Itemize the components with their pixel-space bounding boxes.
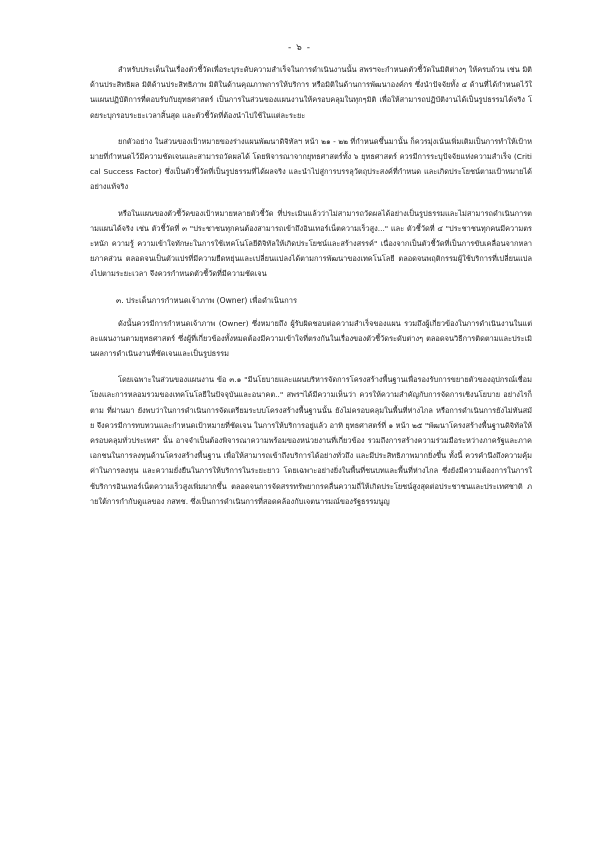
paragraph-owner: ดังนั้นควรมีการกำหนดเจ้าภาพ (Owner) ซึ่งหมายถึง ผู้รับผิดชอบต่อความสำเร็จของแผน รวมถึงผู้เกี่ยวข้องในการดำเนินงานในแต่ละแผนงานตามยุทธศาสตร์ ซึ่งผู้ที่เกี่ยวข้องทั้งหมดต้องมีความเข้าใจที่ตรงกันในเรื่องของตัวชี้วัดระดับต่างๆ ตลอดจนวิธีการติดตามและประเมินผลการดำเนินงานที่ชัดเจนและเป็นรูปธรรม — [90, 318, 532, 359]
paragraph-infrastructure: โดยเฉพาะในส่วนของแผนงาน ข้อ ๓.๑ "มีนโยบายและแผนบริหารจัดการโครงสร้างพื้นฐานเพื่อรองรับการขยายตัวของอุปกรณ์เชื่อมโยงและการหลอมรวมของเทคโนโลยีในปัจจุบันและอนาคต.." สพรฯได้มีความเห็นว่า ควรให้ความสำคัญกับการจัดการเชิงนโยบาย อย่างไรก็ตาม ที่ผ่านมา ยังพบว่าในการดำเนินการจัดเตรียมระบบโครงสร้างพื้นฐานนั้น ยังไม่ครอบคลุมในพื้นที่ห่างไกล หรือการดำเนินการยังไม่ทันสมัย จึงควรมีการทบทวนและกำหนดเป้าหมายที่ชัดเจน ในการให้บริการอยู่แล้ว อาทิ ยุทธศาสตร์ที่ ๑ หน้า ๒๕ "พัฒนาโครงสร้างพื้นฐานดิจิทัลให้ครอบคลุมทั่วประเทศ" นั้น อาจจำเป็นต้องพิจารณาความพร้อมของหน่วยงานที่เกี่ยวข้อง รวมถึงการสร้างความร่วมมือระหว่างภาครัฐและภาคเอกชนในการลงทุนด้านโครงสร้างพื้นฐาน เพื่อให้สามารถเข้าถึงบริการได้อย่างทั่วถึง และมีประสิทธิภาพมากยิ่งขึ้น ทั้งนี้ ควรคำนึงถึงความคุ้มค่าในการลงทุน และความยั่งยืนในการให้บริการในระยะยาว โดยเฉพาะอย่างยิ่งในพื้นที่ชนบทและพื้นที่ห่างไกล ซึ่งยังมีความต้องการในการใช้บริการอินเทอร์เน็ตความเร็วสูงเพิ่มมากขึ้น ตลอดจนการจัดสรรทรัพยากรคลื่นความถี่ให้เกิดประโยชน์สูงสุดต่อประชาชนและประเทศชาติ ภายใต้การกำกับดูแลของ กสทช. ซึ่งเป็นการดำเนินการที่สอดคล้องกับเจตนารมณ์ของรัฐธรรมนูญ — [90, 375, 532, 506]
paragraph-example-targets: ยกตัวอย่าง ในส่วนของเป้าหมายของร่างแผนพัฒนาดิจิทัลฯ หน้า ๒๑ - ๒๒ ที่กำหนดขึ้นมานั้น ก็ควรมุ่งเน้นเพิ่มเติมเป็นการทำให้เป้าหมายที่กำหนดไว้มีความชัดเจนและสามารถวัดผลได้ โดยพิจารณาจากยุทธศาสตร์ทั้ง ๖ ยุทธศาสตร์ ควรมีการระบุปัจจัยแห่งความสำเร็จ (Critical Success Factor) ซึ่งเป็นตัวชี้วัดที่เป็นรูปธรรมที่ได้ผลจริง และนำไปสู่การบรรลุวัตถุประสงค์ที่กำหนด และเกิดประโยชน์ตามเป้าหมายได้อย่างแท้จริง — [90, 136, 532, 192]
page-number: - ๖ - — [288, 43, 311, 53]
document-body — [90, 62, 532, 518]
paragraph-kpi-issues: หรือในแผนของตัวชี้วัดของเป้าหมายหลายตัวชี้วัด ที่ประเมินแล้วว่าไม่สามารถวัดผลได้อย่างเป็นรูปธรรมและไม่สามารถดำเนินการตามแผนได้จริง เช่น ตัวชี้วัดที่ ๓ "ประชาชนทุกคนต้องสามารถเข้าถึงอินเทอร์เน็ตความเร็วสูง..." และ ตัวชี้วัดที่ ๔ "ประชาชนทุกคนมีความตระหนัก ความรู้ ความเข้าใจทักษะในการใช้เทคโนโลยีดิจิทัลให้เกิดประโยชน์และสร้างสรรค์" เนื่องจากเป็นตัวชี้วัดที่เป็นการขับเคลื่อนจากหลายภาคส่วน ตลอดจนเป็นตัวแปรที่มีความยืดหยุ่นและเปลี่ยนแปลงได้ตามการพัฒนาของเทคโนโลยี ตลอดจนพฤติกรรมผู้ใช้บริการที่เปลี่ยนแปลงไปตามระยะเวลา จึงควรกำหนดตัวชี้วัดที่มีความชัดเจน — [90, 208, 532, 279]
section-heading-owner: ๓. ประเด็นการกำหนดเจ้าภาพ (Owner) เพื่อดำเนินการ — [116, 295, 298, 305]
paragraph-indicators: สำหรับประเด็นในเรื่องตัวชี้วัดเพื่อระบุระดับความสำเร็จในการดำเนินงานนั้น สพรฯจะกำหนดตัวชี้วัดในมิติต่างๆ ให้ครบถ้วน เช่น มิติด้านประสิทธิผล มิติด้านประสิทธิภาพ มิติในด้านคุณภาพการให้บริการ หรือมิติในด้านการพัฒนาองค์กร ซึ่งนำปัจจัยทั้ง ๔ ด้านที่ได้กำหนดไว้ในแผนปฏิบัติการที่ตอบรับกับยุทธศาสตร์ เป็นการในส่วนของแผนงานให้ครอบคลุมในทุกๆมิติ เพื่อให้สามารถปฏิบัติงานได้เป็นรูปธรรมได้จริง โดยระบุกรอบระยะเวลาสิ้นสุด และตัวชี้วัดที่ต้องนำไปใช้ในแต่ละระยะ — [90, 65, 532, 120]
